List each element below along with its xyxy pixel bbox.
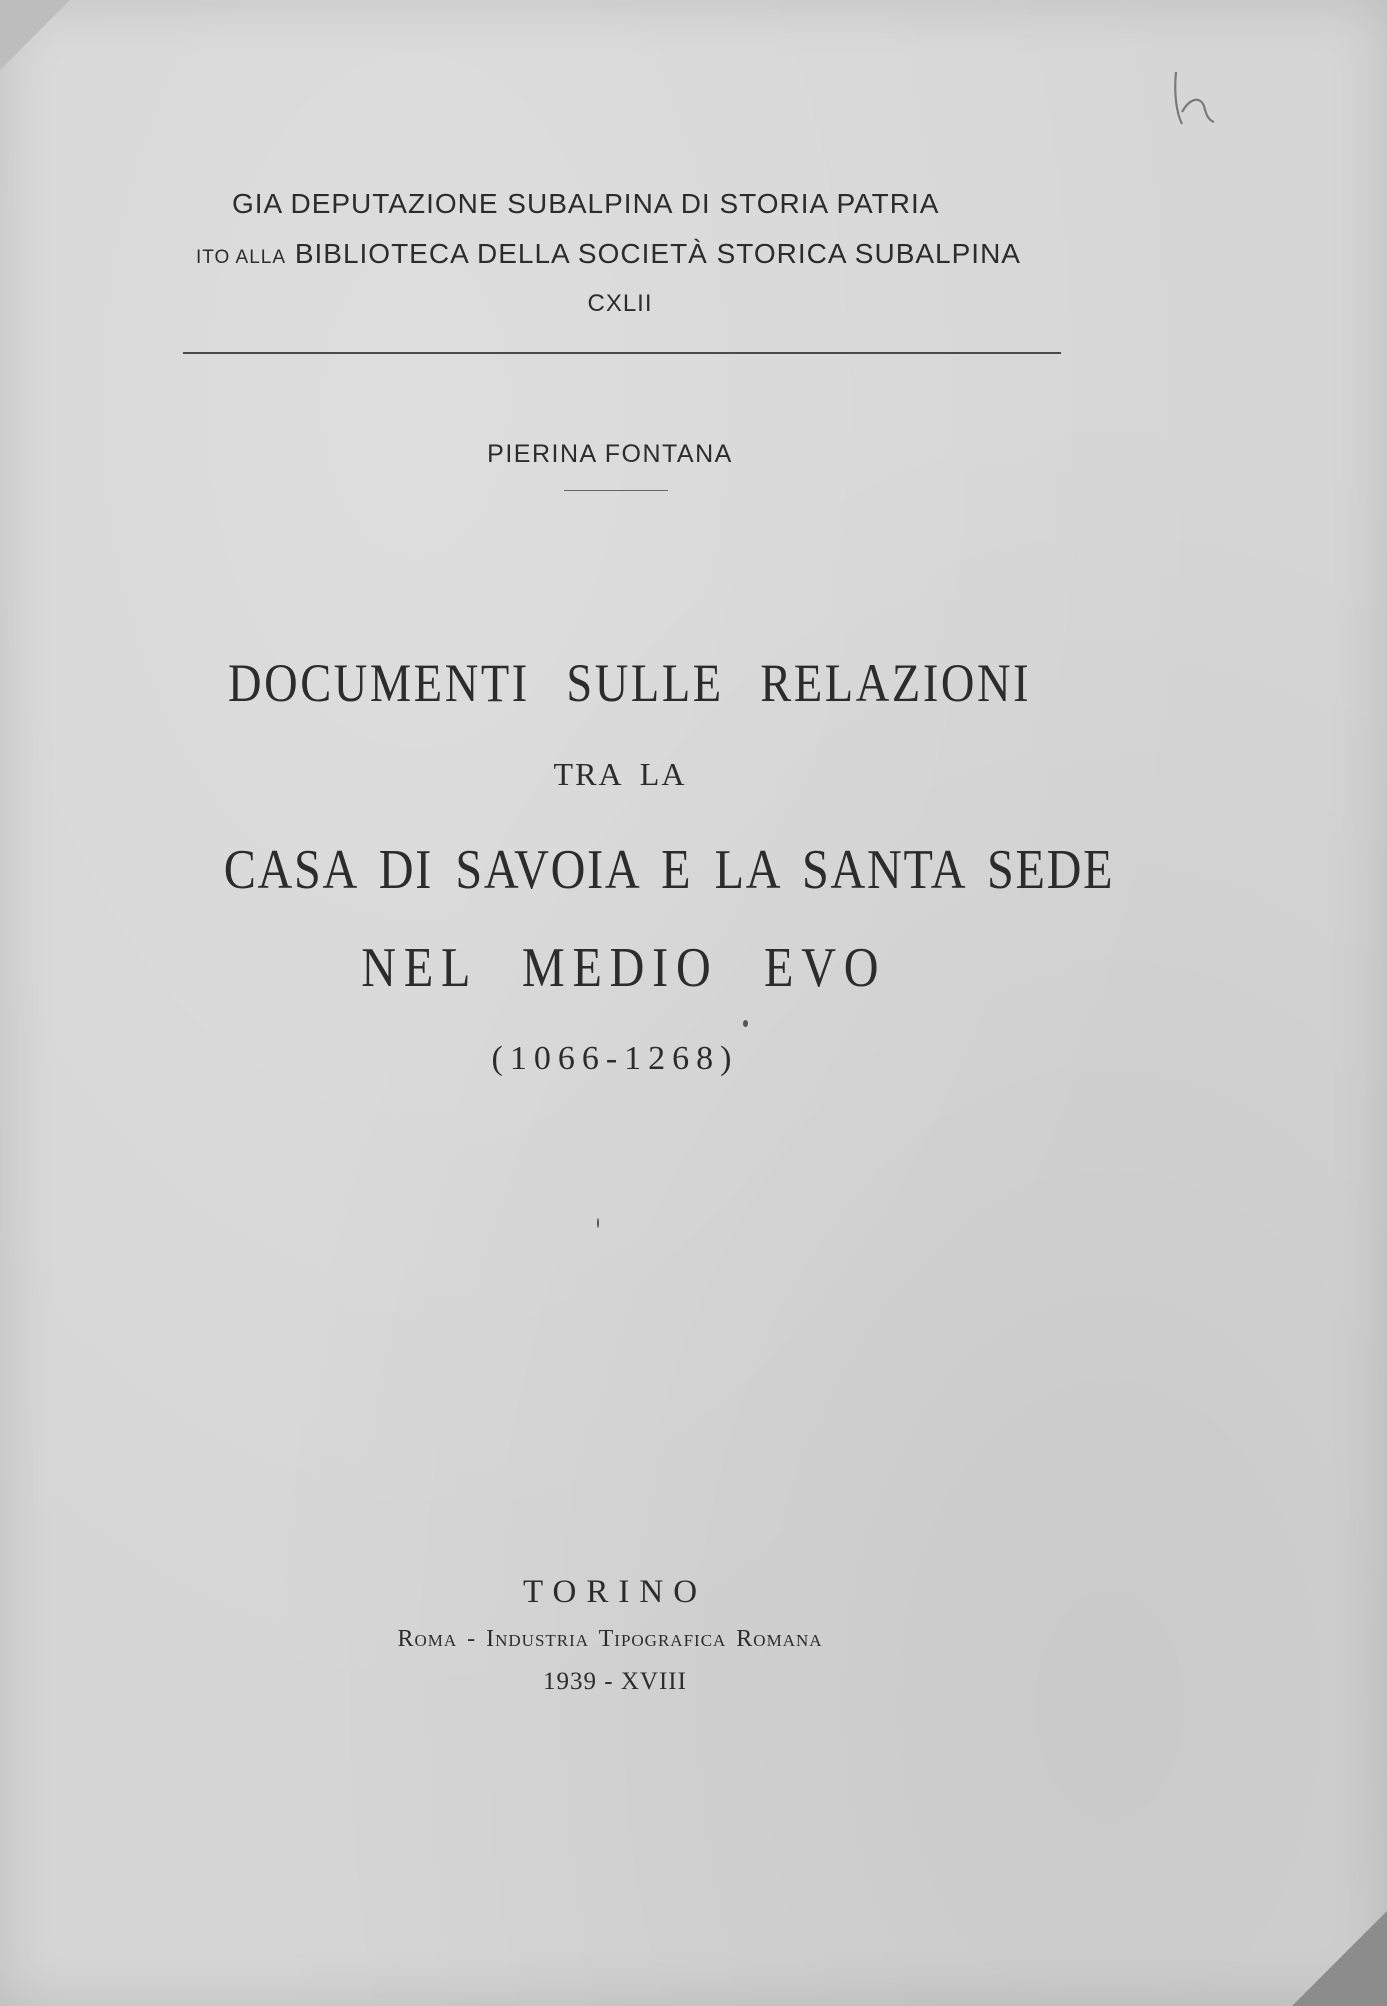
title-line-1: DOCUMENTI SULLE RELAZIONI: [228, 653, 1032, 713]
title-line-2: TRA LA: [553, 756, 687, 792]
author-divider: [564, 490, 668, 491]
title-line-4: NEL MEDIO EVO: [361, 937, 887, 999]
publication-place: TORINO: [522, 1574, 708, 1610]
publisher: Roma - Industria Tipografica Romana: [397, 1626, 823, 1652]
handwritten-mark-icon: [1168, 62, 1238, 132]
ink-speck: [743, 1020, 748, 1027]
ink-speck: [597, 1218, 599, 1228]
title-date-range: (1066-1268): [491, 1040, 739, 1077]
series-line-1: GIA DEPUTAZIONE SUBALPINA DI STORIA PATRIA: [232, 188, 940, 219]
series-line-2: [196, 238, 1021, 270]
series-number: CXLII: [587, 290, 653, 317]
top-divider: [183, 352, 1061, 354]
series-line-2-prefix: ITO ALLA: [196, 247, 287, 268]
title-line-3: CASA DI SAVOIA E LA SANTA SEDE: [223, 839, 1115, 901]
series-line-2-main: BIBLIOTECA DELLA SOCIETÀ STORICA SUBALPINA: [294, 238, 1021, 269]
cover-corner-bottom-right: [1292, 1911, 1387, 2006]
publication-date: 1939 - XVIII: [543, 1668, 687, 1695]
cover-corner-top-left: [0, 0, 70, 70]
author-name: PIERINA FONTANA: [487, 440, 733, 468]
